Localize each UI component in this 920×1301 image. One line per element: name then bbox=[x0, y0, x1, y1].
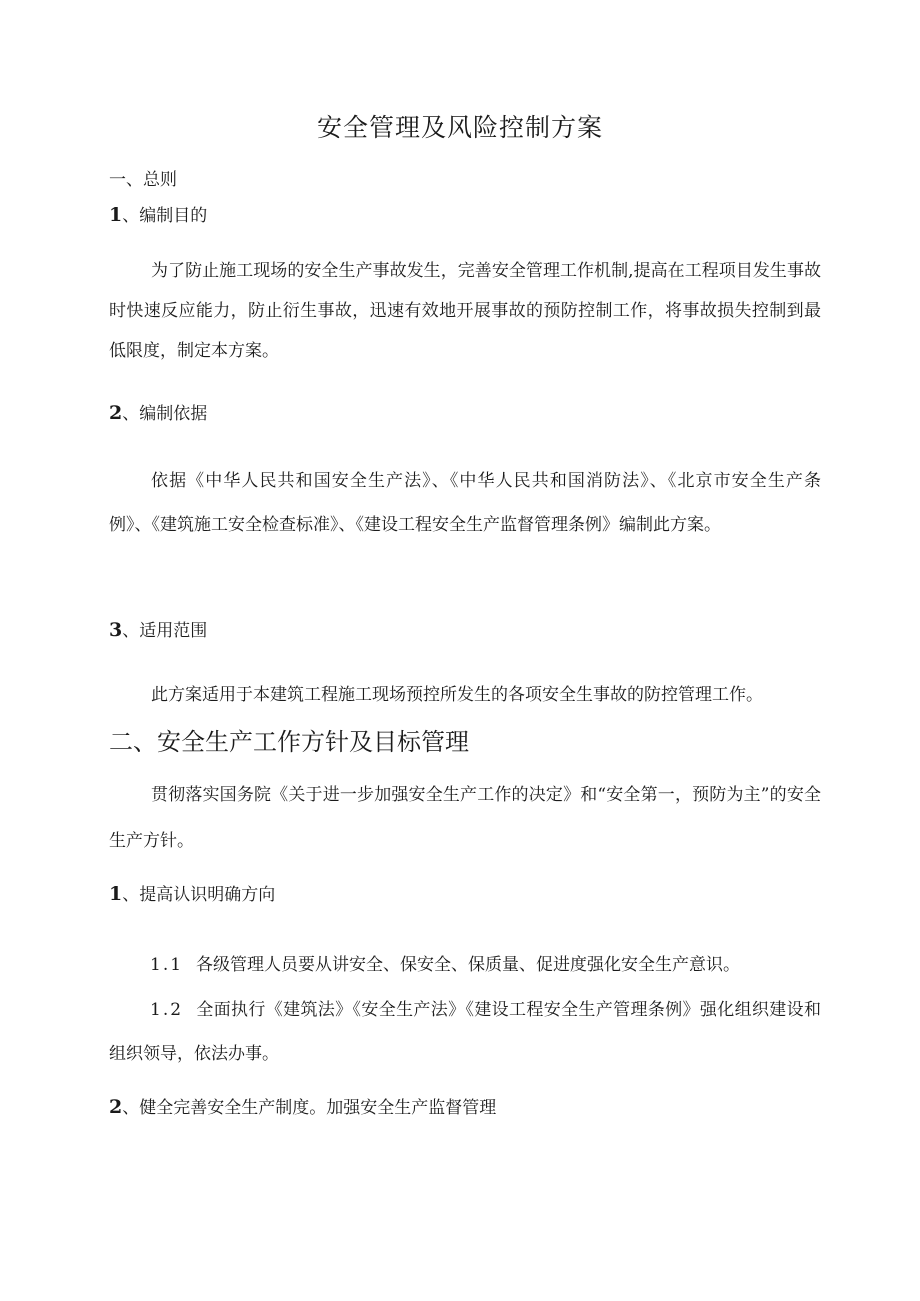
item-1-paragraph: 为了防止施工现场的安全生产事故发生，完善安全管理工作机制,提高在工程项目发生事故时快速反应能力，防止衍生事故，迅速有效地开展事故的预防控制工作，将事故损失控制到最低限度，制定本方案。 bbox=[109, 261, 821, 361]
item-1-heading bbox=[109, 204, 207, 227]
item-2-number: 2 bbox=[109, 402, 123, 424]
sub-item-1-2 bbox=[109, 988, 821, 1076]
section-2-heading: 二、安全生产工作方针及目标管理 bbox=[109, 728, 469, 756]
section-1-heading: 一、总则 bbox=[109, 170, 177, 190]
item-3-label: 、适用范围 bbox=[122, 621, 208, 641]
item-2-label: 、编制依据 bbox=[122, 404, 208, 424]
sub-item-1-1 bbox=[150, 950, 740, 975]
section-2-item-1-heading bbox=[109, 883, 275, 906]
item-1-label: 、编制目的 bbox=[122, 206, 208, 226]
item-3-number: 3 bbox=[109, 619, 123, 641]
item-1-number: 1 bbox=[109, 204, 123, 226]
section-2-item-2-heading bbox=[109, 1096, 496, 1119]
section-2-item-1-label: 、提高认识明确方向 bbox=[122, 885, 276, 905]
item-3-paragraph: 此方案适用于本建筑工程施工现场预控所发生的各项安全生事故的防控管理工作。 bbox=[151, 685, 763, 705]
item-2-heading bbox=[109, 402, 207, 425]
section-2-item-2-label: 、健全完善安全生产制度。加强安全生产监督管理 bbox=[122, 1098, 497, 1118]
sub-item-1-2-text: 全面执行《建筑法》《安全生产法》《建设工程安全生产管理条例》强化组织建设和组织领导，依法办事。 bbox=[109, 1000, 821, 1064]
sub-item-1-1-number: 1.1 bbox=[150, 955, 184, 975]
section-2-item-1-number: 1 bbox=[109, 883, 123, 905]
item-2-paragraph: 依据《中华人民共和国安全生产法》、《中华人民共和国消防法》、《北京市安全生产条例》、《建筑施工安全检查标准》、《建设工程安全生产监督管理条例》编制此方案。 bbox=[109, 471, 821, 535]
item-3-heading bbox=[109, 619, 207, 642]
sub-item-1-1-text: 各级管理人员要从讲安全、保安全、保质量、促进度强化安全生产意识。 bbox=[196, 955, 740, 975]
document-title: 安全管理及风险控制方案 bbox=[316, 113, 603, 142]
section-2-intro: 贯彻落实国务院《关于进一步加强安全生产工作的决定》和“安全第一，预防为主”的安全生产方针。 bbox=[109, 785, 821, 851]
section-2-item-2-number: 2 bbox=[109, 1096, 123, 1118]
sub-item-1-2-number: 1.2 bbox=[150, 1000, 184, 1020]
